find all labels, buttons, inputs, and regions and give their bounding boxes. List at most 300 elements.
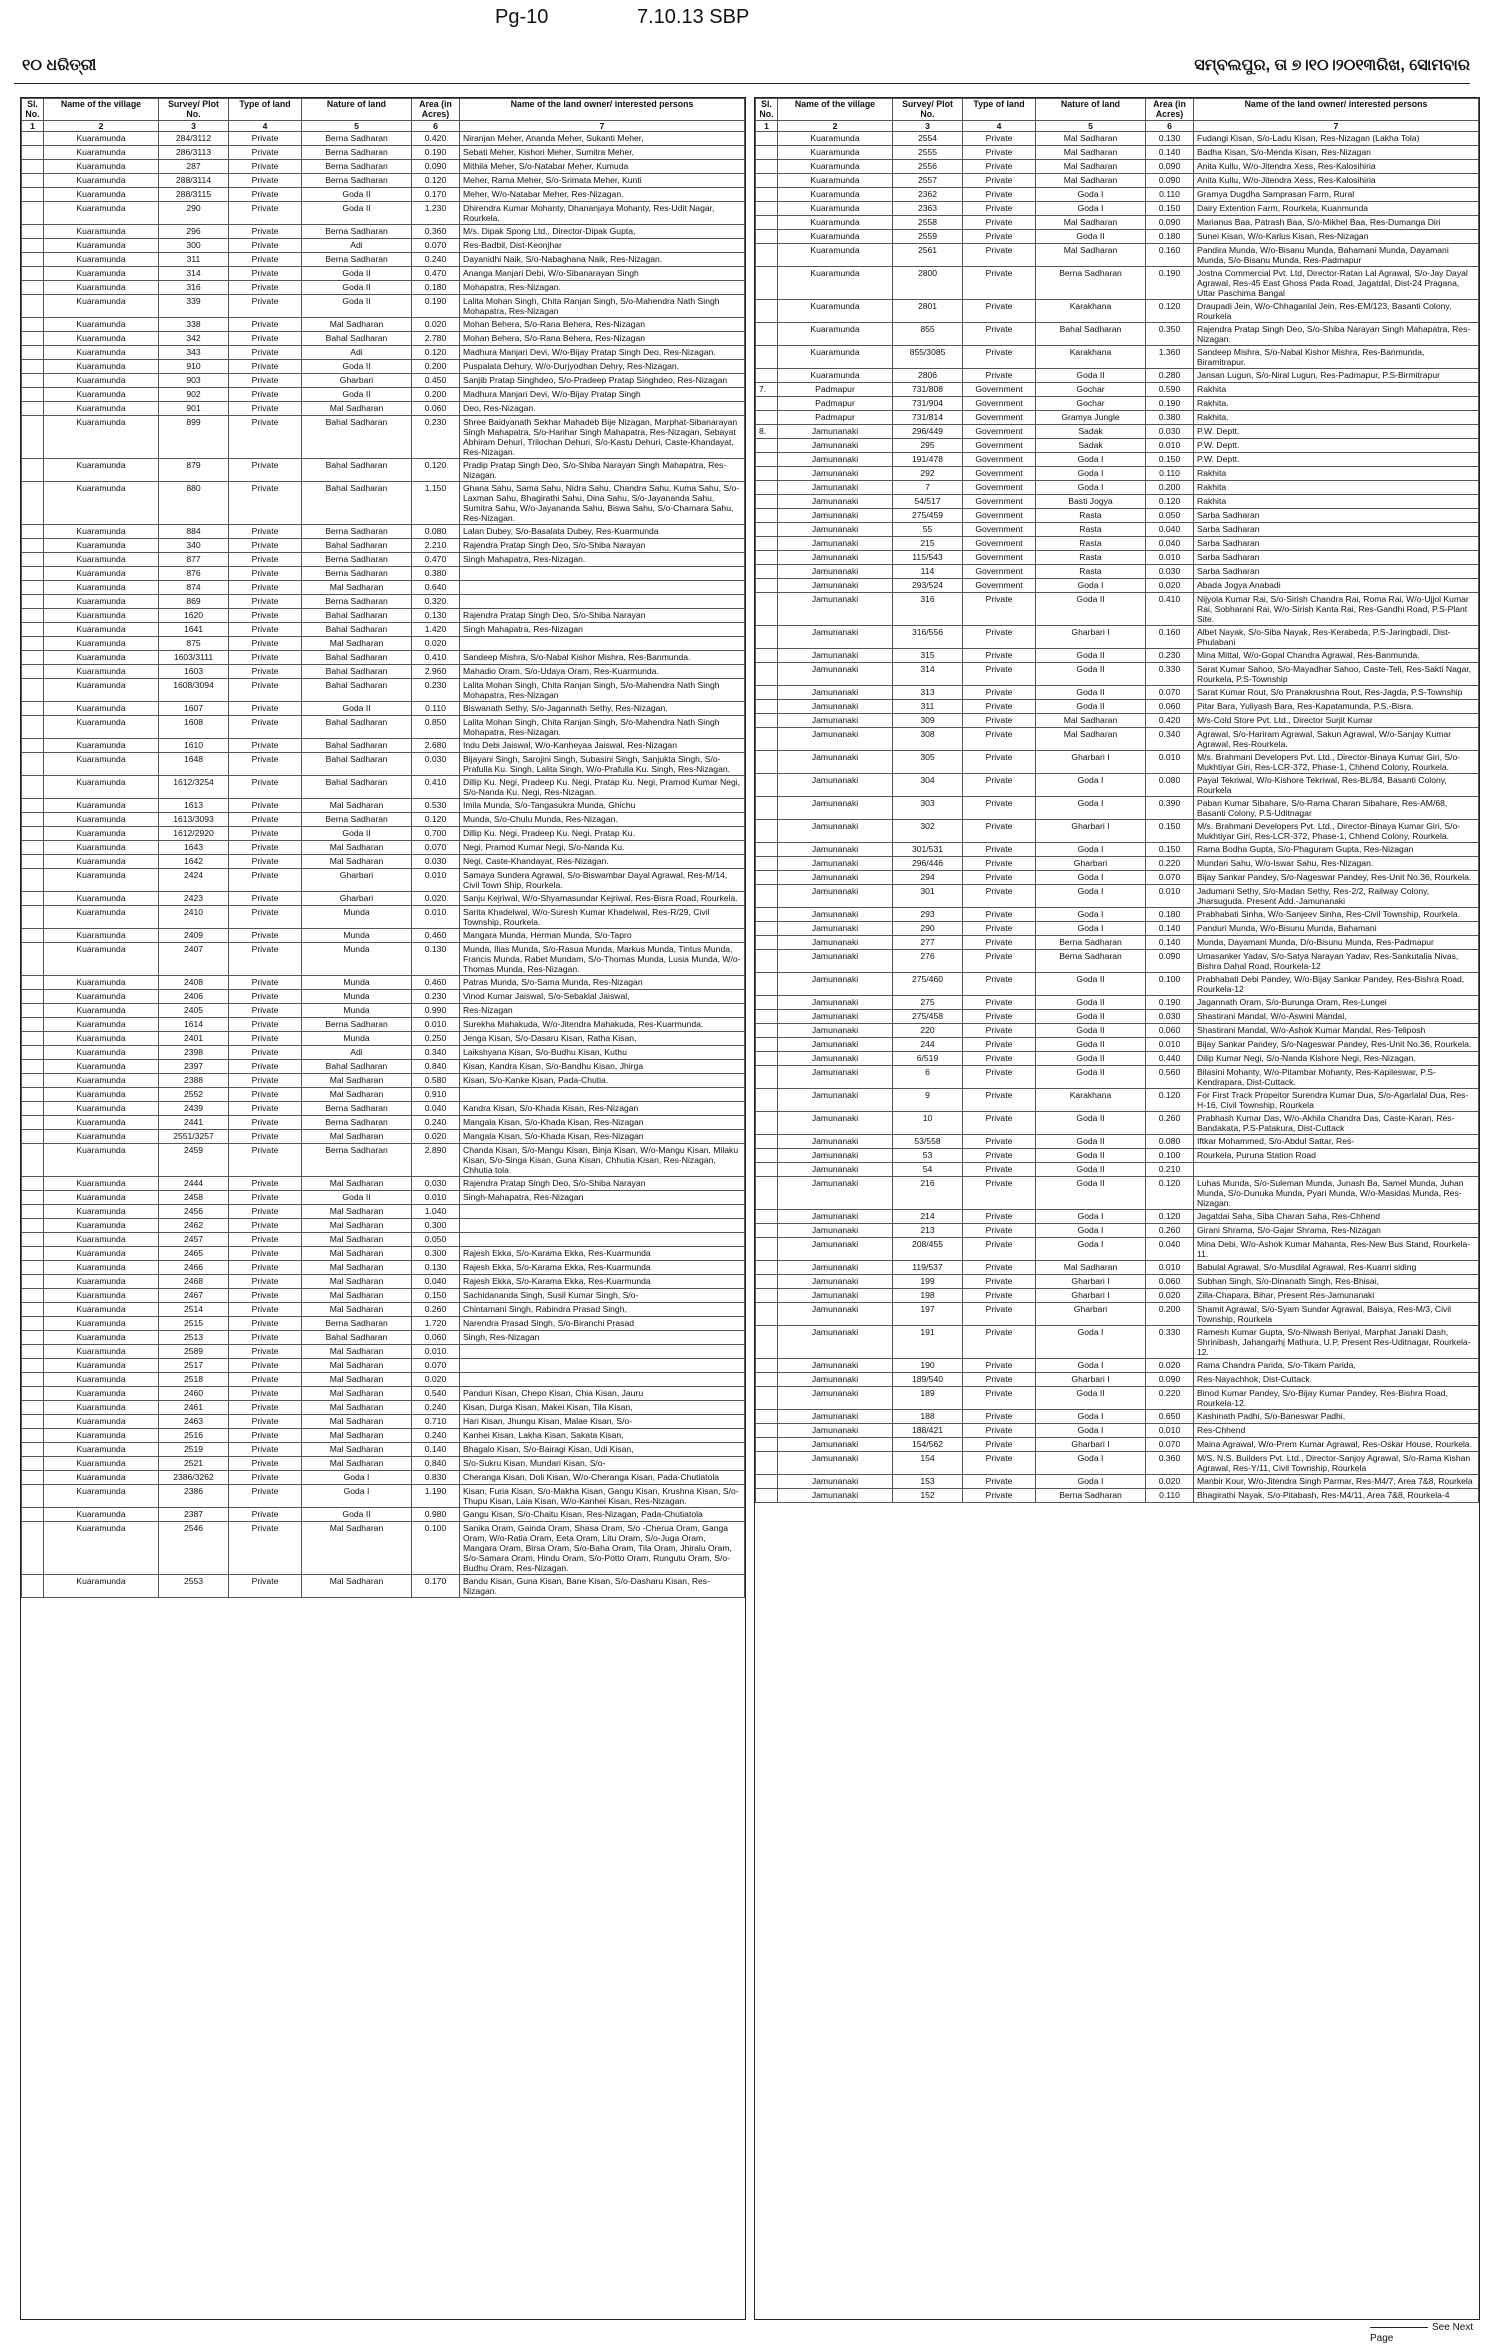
plot-no-cell: 2397 bbox=[159, 1060, 229, 1074]
plot-no-cell: 288/3115 bbox=[159, 188, 229, 202]
plot-no-cell: 197 bbox=[893, 1303, 963, 1326]
village-cell: Kuaramunda bbox=[44, 482, 159, 525]
land-type-cell: Private bbox=[963, 1163, 1036, 1177]
village-cell: Kuaramunda bbox=[44, 1116, 159, 1130]
land-nature-cell: Mal Sadharan bbox=[1036, 160, 1146, 174]
area-cell: 0.010 bbox=[1146, 751, 1194, 774]
land-nature-cell: Bahal Sadharan bbox=[302, 679, 412, 702]
table-row bbox=[22, 976, 745, 990]
area-cell: 0.020 bbox=[412, 318, 460, 332]
area-cell: 0.050 bbox=[1146, 509, 1194, 523]
land-type-cell: Private bbox=[963, 857, 1036, 871]
owner-cell: Umasanker Yadav, S/o-Satya Narayan Yadav, Res-Sankutalia Nivas, Bishra Dahal Road, Rourkela-12 bbox=[1194, 950, 1479, 973]
land-nature-cell: Mal Sadharan bbox=[302, 402, 412, 416]
plot-no-cell: 2546 bbox=[159, 1522, 229, 1575]
sl-no-cell bbox=[756, 843, 778, 857]
area-cell: 0.090 bbox=[1146, 950, 1194, 973]
sl-no-cell bbox=[756, 1052, 778, 1066]
village-cell: Kuaramunda bbox=[778, 323, 893, 346]
table-row bbox=[756, 1326, 1479, 1359]
table-row bbox=[756, 686, 1479, 700]
land-nature-cell: Goda I bbox=[1036, 1210, 1146, 1224]
left-land-table bbox=[21, 98, 745, 1598]
table-row bbox=[756, 843, 1479, 857]
land-type-cell: Private bbox=[229, 799, 302, 813]
area-cell: 0.160 bbox=[1146, 626, 1194, 649]
village-cell: Kuaramunda bbox=[44, 1387, 159, 1401]
table-row bbox=[756, 1089, 1479, 1112]
area-cell: 0.140 bbox=[1146, 936, 1194, 950]
plot-no-cell: 855/3085 bbox=[893, 346, 963, 369]
owner-cell: Shree Baidyanath Sekhar Mahadeb Bije Nizagan, Marphat-Sibanarayan Singh Mahapatra, S/o-Harihar Singh Mahapatra, Res-Nizagan, Sebayat Abhiram Dehuri, Trilochan Dehuri, S/o-Kastu Dehuri, Caste-Khandayat, Res-Nizagan. bbox=[460, 416, 745, 459]
village-cell: Jamunanaki bbox=[778, 700, 893, 714]
owner-cell bbox=[1194, 1163, 1479, 1177]
plot-no-cell: 879 bbox=[159, 459, 229, 482]
land-nature-cell: Rasta bbox=[1036, 537, 1146, 551]
table-row bbox=[756, 565, 1479, 579]
land-type-cell: Private bbox=[963, 1024, 1036, 1038]
owner-cell: Meher, Rama Meher, S/o-Srimata Meher, Kunti bbox=[460, 174, 745, 188]
sl-no-cell bbox=[22, 892, 44, 906]
plot-no-cell: 2388 bbox=[159, 1074, 229, 1088]
land-type-cell: Government bbox=[963, 509, 1036, 523]
sl-no-cell bbox=[756, 453, 778, 467]
land-nature-cell: Goda II bbox=[1036, 1010, 1146, 1024]
village-cell: Jamunanaki bbox=[778, 1135, 893, 1149]
land-nature-cell: Mal Sadharan bbox=[302, 1275, 412, 1289]
table-row bbox=[756, 300, 1479, 323]
land-nature-cell: Mal Sadharan bbox=[302, 1345, 412, 1359]
col-header: Survey/ Plot No. bbox=[893, 99, 963, 121]
plot-no-cell: 301/531 bbox=[893, 843, 963, 857]
col-header: Name of the village bbox=[778, 99, 893, 121]
plot-no-cell: 2457 bbox=[159, 1233, 229, 1247]
plot-no-cell: 876 bbox=[159, 567, 229, 581]
owner-cell: Girani Shrama, S/o-Gajar Shrama, Res-Nizagan bbox=[1194, 1224, 1479, 1238]
land-nature-cell: Sadak bbox=[1036, 439, 1146, 453]
sl-no-cell bbox=[22, 739, 44, 753]
area-cell: 0.090 bbox=[1146, 160, 1194, 174]
village-cell: Kuaramunda bbox=[44, 553, 159, 567]
table-row bbox=[22, 388, 745, 402]
table-row bbox=[756, 774, 1479, 797]
plot-no-cell: 1613 bbox=[159, 799, 229, 813]
land-type-cell: Private bbox=[229, 1401, 302, 1415]
table-row bbox=[756, 523, 1479, 537]
area-cell: 0.120 bbox=[412, 813, 460, 827]
area-cell: 0.070 bbox=[1146, 686, 1194, 700]
owner-cell: Ghana Sahu, Sama Sahu, Nidra Sahu, Chandra Sahu, Kuma Sahu, S/o-Laxman Sahu, Bhagirathi Sahu, Dina Sahu, S/o-Jayananda Sahu, Sumitra Sahu, W/o-Jayananda Sahu, Biswa Sahu, S/o-Chamara Sahu, Res-Nizagan. bbox=[460, 482, 745, 525]
land-type-cell: Government bbox=[963, 411, 1036, 425]
sl-no-cell bbox=[756, 267, 778, 300]
owner-cell: Zilla-Chapara, Bihar, Present Res-Jamunanaki bbox=[1194, 1289, 1479, 1303]
table-row bbox=[22, 1317, 745, 1331]
owner-cell: Fudangi Kisan, S/o-Ladu Kisan, Res-Nizagan (Lakha Tola) bbox=[1194, 132, 1479, 146]
owner-cell: Jadumani Sethy, S/o-Madan Sethy, Res-2/2, Railway Colony, Jharsuguda. Present Add.-Jamunanaki bbox=[1194, 885, 1479, 908]
table-row bbox=[756, 1373, 1479, 1387]
village-cell: Jamunanaki bbox=[778, 1261, 893, 1275]
plot-no-cell: 53 bbox=[893, 1149, 963, 1163]
area-cell: 0.380 bbox=[1146, 411, 1194, 425]
village-cell: Kuaramunda bbox=[44, 1004, 159, 1018]
col-number: 1 bbox=[22, 121, 44, 132]
table-row bbox=[22, 1130, 745, 1144]
table-row bbox=[756, 950, 1479, 973]
plot-no-cell: 1610 bbox=[159, 739, 229, 753]
area-cell: 0.450 bbox=[412, 374, 460, 388]
land-type-cell: Private bbox=[963, 996, 1036, 1010]
owner-cell: Madhura Manjari Devi, W/o-Bijay Pratap Singh Deo, Res-Nizagan. bbox=[460, 346, 745, 360]
sl-no-cell bbox=[22, 976, 44, 990]
land-type-cell: Private bbox=[963, 820, 1036, 843]
table-row bbox=[756, 1410, 1479, 1424]
village-cell: Kuaramunda bbox=[44, 1205, 159, 1219]
plot-no-cell: 2553 bbox=[159, 1575, 229, 1598]
owner-cell: Negi, Caste-Khandayat, Res-Nizagan. bbox=[460, 855, 745, 869]
area-cell: 0.100 bbox=[1146, 1149, 1194, 1163]
header-rule bbox=[14, 83, 1470, 84]
owner-cell bbox=[460, 567, 745, 581]
area-cell: 0.150 bbox=[1146, 843, 1194, 857]
sl-no-cell bbox=[22, 651, 44, 665]
owner-cell bbox=[460, 581, 745, 595]
sl-no-cell bbox=[756, 160, 778, 174]
table-row bbox=[756, 1024, 1479, 1038]
land-nature-cell: Goda I bbox=[1036, 1452, 1146, 1475]
owner-cell: Dairy Extention Farm, Rourkela, Kuanmunda bbox=[1194, 202, 1479, 216]
village-cell: Jamunanaki bbox=[778, 467, 893, 481]
sl-no-cell bbox=[756, 565, 778, 579]
area-cell: 0.850 bbox=[412, 716, 460, 739]
table-row bbox=[22, 1046, 745, 1060]
owner-cell: Gramya Dugdha Samprasan Farm, Rural bbox=[1194, 188, 1479, 202]
village-cell: Jamunanaki bbox=[778, 751, 893, 774]
owner-cell: Sarba Sadharan bbox=[1194, 509, 1479, 523]
plot-no-cell: 295 bbox=[893, 439, 963, 453]
table-row bbox=[756, 369, 1479, 383]
village-cell: Kuaramunda bbox=[44, 1401, 159, 1415]
land-nature-cell: Goda II bbox=[1036, 700, 1146, 714]
sl-no-cell bbox=[756, 397, 778, 411]
land-nature-cell: Berna Sadharan bbox=[1036, 1489, 1146, 1503]
table-row bbox=[756, 216, 1479, 230]
plot-no-cell: 1642 bbox=[159, 855, 229, 869]
plot-no-cell: 311 bbox=[893, 700, 963, 714]
sl-no-cell bbox=[756, 973, 778, 996]
plot-no-cell: 2519 bbox=[159, 1443, 229, 1457]
land-type-cell: Private bbox=[963, 1066, 1036, 1089]
owner-cell: Panduri Kisan, Chepo Kisan, Chia Kisan, Jauru bbox=[460, 1387, 745, 1401]
table-row bbox=[22, 1485, 745, 1508]
owner-cell: Anita Kullu, W/o-Jitendra Xess, Res-Kalosihiria bbox=[1194, 174, 1479, 188]
sl-no-cell bbox=[22, 1102, 44, 1116]
village-cell: Kuaramunda bbox=[44, 1359, 159, 1373]
plot-no-cell: 2555 bbox=[893, 146, 963, 160]
land-type-cell: Private bbox=[229, 1177, 302, 1191]
sl-no-cell bbox=[22, 553, 44, 567]
village-cell: Jamunanaki bbox=[778, 996, 893, 1010]
land-type-cell: Private bbox=[963, 1410, 1036, 1424]
table-row bbox=[22, 990, 745, 1004]
owner-cell bbox=[460, 1219, 745, 1233]
see-next-page-text: See Next Page bbox=[1370, 2322, 1474, 2344]
plot-no-cell: 1607 bbox=[159, 702, 229, 716]
table-row bbox=[22, 679, 745, 702]
area-cell: 0.080 bbox=[412, 525, 460, 539]
owner-cell: P.W. Deptt. bbox=[1194, 425, 1479, 439]
land-type-cell: Private bbox=[229, 623, 302, 637]
plot-no-cell: 343 bbox=[159, 346, 229, 360]
owner-cell: Panduri Munda, W/o-Bisunu Munda, Bahamani bbox=[1194, 922, 1479, 936]
table-row bbox=[22, 1331, 745, 1345]
area-cell: 0.130 bbox=[412, 609, 460, 623]
plot-no-cell: 2463 bbox=[159, 1415, 229, 1429]
area-cell: 0.840 bbox=[412, 1457, 460, 1471]
plot-no-cell: 2444 bbox=[159, 1177, 229, 1191]
sl-no-cell bbox=[22, 869, 44, 892]
land-nature-cell: Goda II bbox=[1036, 1066, 1146, 1089]
land-nature-cell: Rasta bbox=[1036, 565, 1146, 579]
sl-no-cell bbox=[756, 700, 778, 714]
table-row bbox=[756, 146, 1479, 160]
sl-no-cell bbox=[22, 1373, 44, 1387]
owner-cell: Sanika Oram, Gainda Oram, Shasa Oram, S/o -Cherua Oram, Ganga Oram, W/o-Ratia Oram, Eeta Oram, Litu Oram, S/o-Juga Oram, Mangara Oram, Birsa Oram, S/o-Baha Oram, Tila Oram, Jhiralu Oram, S/o-Samara Oram, Hindu Oram, S/o-Potto Oram, Rungutu Oram, S/o-Budhu Oram, Res-Nizagan. bbox=[460, 1522, 745, 1575]
area-cell: 0.300 bbox=[412, 1247, 460, 1261]
sl-no-cell bbox=[756, 686, 778, 700]
village-cell: Jamunanaki bbox=[778, 523, 893, 537]
table-row bbox=[22, 1074, 745, 1088]
village-cell: Kuaramunda bbox=[44, 623, 159, 637]
land-nature-cell: Goda I bbox=[1036, 885, 1146, 908]
table-row bbox=[22, 1289, 745, 1303]
land-nature-cell: Mal Sadharan bbox=[302, 1289, 412, 1303]
land-type-cell: Private bbox=[963, 1452, 1036, 1475]
sl-no-cell bbox=[22, 318, 44, 332]
land-type-cell: Private bbox=[229, 1088, 302, 1102]
owner-cell: For First Track Propeitor Surendra Kumar Dua, S/o-Agarlalal Dua, Res-H-16, Civil Township, Rourkela bbox=[1194, 1089, 1479, 1112]
table-row bbox=[22, 1522, 745, 1575]
table-row bbox=[22, 869, 745, 892]
sl-no-cell bbox=[756, 593, 778, 626]
land-nature-cell: Berna Sadharan bbox=[1036, 936, 1146, 950]
sl-no-cell bbox=[22, 281, 44, 295]
sl-no-cell bbox=[756, 774, 778, 797]
land-nature-cell: Berna Sadharan bbox=[302, 225, 412, 239]
land-type-cell: Private bbox=[963, 626, 1036, 649]
village-cell: Jamunanaki bbox=[778, 774, 893, 797]
owner-cell: Kisan, Durga Kisan, Makei Kisan, Tila Kisan, bbox=[460, 1401, 745, 1415]
village-cell: Kuaramunda bbox=[44, 1130, 159, 1144]
sl-no-cell bbox=[22, 637, 44, 651]
table-row bbox=[756, 160, 1479, 174]
village-cell: Kuaramunda bbox=[44, 295, 159, 318]
land-type-cell: Private bbox=[229, 239, 302, 253]
village-cell: Jamunanaki bbox=[778, 439, 893, 453]
land-type-cell: Private bbox=[229, 943, 302, 976]
table-row bbox=[22, 346, 745, 360]
area-cell: 0.990 bbox=[412, 1004, 460, 1018]
table-row bbox=[756, 1163, 1479, 1177]
village-cell: Kuaramunda bbox=[44, 332, 159, 346]
plot-no-cell: 215 bbox=[893, 537, 963, 551]
continuation-rule bbox=[1370, 2327, 1428, 2328]
village-cell: Kuaramunda bbox=[44, 253, 159, 267]
table-row bbox=[756, 936, 1479, 950]
plot-no-cell: 275/459 bbox=[893, 509, 963, 523]
land-nature-cell: Mal Sadharan bbox=[1036, 146, 1146, 160]
owner-cell: Indu Debi Jaiswal, W/o-Kanheyaa Jaiswal, Res-Nizagan bbox=[460, 739, 745, 753]
land-type-cell: Private bbox=[963, 1038, 1036, 1052]
area-cell: 0.120 bbox=[412, 346, 460, 360]
plot-no-cell: 1613/3093 bbox=[159, 813, 229, 827]
col-header: Name of the land owner/ interested persons bbox=[460, 99, 745, 121]
plot-no-cell: 874 bbox=[159, 581, 229, 595]
plot-no-cell: 1648 bbox=[159, 753, 229, 776]
land-type-cell: Private bbox=[963, 936, 1036, 950]
area-cell: 0.010 bbox=[412, 1018, 460, 1032]
table-row bbox=[22, 416, 745, 459]
land-type-cell: Private bbox=[963, 1177, 1036, 1210]
table-row bbox=[756, 700, 1479, 714]
land-nature-cell: Goda I bbox=[1036, 922, 1146, 936]
owner-cell: Munda, Dayamani Munda, D/o-Bisunu Munda, Res-Padmapur bbox=[1194, 936, 1479, 950]
plot-no-cell: 2551/3257 bbox=[159, 1130, 229, 1144]
area-cell: 0.840 bbox=[412, 1060, 460, 1074]
land-nature-cell: Gharbari I bbox=[1036, 1275, 1146, 1289]
plot-no-cell: 244 bbox=[893, 1038, 963, 1052]
owner-cell: Prabhabati Sinha, W/o-Sanjeev Sinha, Res-Civil Township, Rourkela. bbox=[1194, 908, 1479, 922]
sl-no-cell bbox=[22, 1471, 44, 1485]
land-type-cell: Government bbox=[963, 565, 1036, 579]
area-cell: 0.540 bbox=[412, 1387, 460, 1401]
sl-no-cell bbox=[756, 1224, 778, 1238]
sl-no-cell bbox=[22, 1261, 44, 1275]
land-nature-cell: Mal Sadharan bbox=[302, 1303, 412, 1317]
land-type-cell: Government bbox=[963, 453, 1036, 467]
land-type-cell: Private bbox=[229, 1415, 302, 1429]
area-cell: 0.120 bbox=[412, 174, 460, 188]
area-cell: 0.150 bbox=[1146, 202, 1194, 216]
owner-cell: Maina Agrawal, W/o-Prem Kumar Agrawal, Res-Oskar House, Rourkela. bbox=[1194, 1438, 1479, 1452]
area-cell: 0.060 bbox=[412, 1331, 460, 1345]
owner-cell: Puspalata Dehury, W/o-Durjyodhan Dehry, Res-Nizagan. bbox=[460, 360, 745, 374]
land-nature-cell: Mal Sadharan bbox=[302, 855, 412, 869]
area-cell: 0.120 bbox=[1146, 1210, 1194, 1224]
village-cell: Kuaramunda bbox=[44, 1373, 159, 1387]
land-nature-cell: Bahal Sadharan bbox=[302, 1331, 412, 1345]
plot-no-cell: 6/519 bbox=[893, 1052, 963, 1066]
land-type-cell: Private bbox=[963, 797, 1036, 820]
area-cell: 0.040 bbox=[1146, 537, 1194, 551]
area-cell: 0.170 bbox=[412, 1575, 460, 1598]
land-nature-cell: Mal Sadharan bbox=[1036, 216, 1146, 230]
land-type-cell: Private bbox=[229, 295, 302, 318]
plot-no-cell: 1612/2920 bbox=[159, 827, 229, 841]
sl-no-cell bbox=[756, 1038, 778, 1052]
sl-no-cell bbox=[22, 581, 44, 595]
plot-no-cell: 2514 bbox=[159, 1303, 229, 1317]
plot-no-cell: 2386/3262 bbox=[159, 1471, 229, 1485]
plot-no-cell: 1608 bbox=[159, 716, 229, 739]
table-row bbox=[756, 1238, 1479, 1261]
village-cell: Jamunanaki bbox=[778, 1275, 893, 1289]
plot-no-cell: 899 bbox=[159, 416, 229, 459]
dateline: ସମ୍ବଲପୁର, ତା ୭।୧୦।୨୦୧୩ରିଖ, ସୋମବାର bbox=[1194, 57, 1470, 74]
land-nature-cell: Mal Sadharan bbox=[1036, 714, 1146, 728]
village-cell: Jamunanaki bbox=[778, 1112, 893, 1135]
plot-no-cell: 315 bbox=[893, 649, 963, 663]
plot-no-cell: 2554 bbox=[893, 132, 963, 146]
owner-cell: Abada Jogya Anabadi bbox=[1194, 579, 1479, 593]
sl-no-cell bbox=[22, 1443, 44, 1457]
plot-no-cell: 2561 bbox=[893, 244, 963, 267]
land-type-cell: Government bbox=[963, 397, 1036, 411]
plot-no-cell: 2424 bbox=[159, 869, 229, 892]
land-nature-cell: Mal Sadharan bbox=[302, 318, 412, 332]
village-cell: Jamunanaki bbox=[778, 1373, 893, 1387]
land-nature-cell: Gharbari bbox=[1036, 1303, 1146, 1326]
owner-cell: Meher, W/o-Natabar Meher, Res-Nizagan. bbox=[460, 188, 745, 202]
land-nature-cell: Bahal Sadharan bbox=[302, 623, 412, 637]
land-type-cell: Private bbox=[963, 950, 1036, 973]
sl-no-cell bbox=[22, 1116, 44, 1130]
land-type-cell: Private bbox=[229, 1219, 302, 1233]
owner-cell: Sachidananda Singh, Susil Kumar Singh, S/o- bbox=[460, 1289, 745, 1303]
land-nature-cell: Mal Sadharan bbox=[302, 1359, 412, 1373]
owner-cell: Rajesh Ekka, S/o-Karama Ekka, Res-Kuarmunda bbox=[460, 1275, 745, 1289]
village-cell: Kuaramunda bbox=[44, 539, 159, 553]
land-nature-cell: Gharbari bbox=[302, 374, 412, 388]
area-cell: 0.020 bbox=[412, 892, 460, 906]
owner-cell: Rajendra Pratap Singh Deo, S/o-Shiba Narayan bbox=[460, 609, 745, 623]
village-cell: Kuaramunda bbox=[44, 1233, 159, 1247]
owner-cell: Munda, S/o-Chulu Munda, Res-Nizagan. bbox=[460, 813, 745, 827]
village-cell: Padmapur bbox=[778, 411, 893, 425]
sl-no-cell bbox=[22, 1359, 44, 1373]
land-type-cell: Private bbox=[963, 160, 1036, 174]
village-cell: Padmapur bbox=[778, 397, 893, 411]
area-cell: 0.200 bbox=[1146, 1303, 1194, 1326]
village-cell: Kuaramunda bbox=[44, 1247, 159, 1261]
land-type-cell: Private bbox=[229, 253, 302, 267]
owner-cell: Pandira Munda, W/o-Bisanu Munda, Bahamani Munda, Dayamani Munda, S/o-Bisanu Munda, Res-Padmapur bbox=[1194, 244, 1479, 267]
land-type-cell: Private bbox=[229, 132, 302, 146]
area-cell: 0.010 bbox=[1146, 1038, 1194, 1052]
plot-no-cell: 294 bbox=[893, 871, 963, 885]
land-nature-cell: Bahal Sadharan bbox=[1036, 323, 1146, 346]
village-cell: Kuaramunda bbox=[44, 929, 159, 943]
sl-no-cell bbox=[756, 1387, 778, 1410]
area-cell: 0.090 bbox=[412, 160, 460, 174]
owner-cell: Mohan Behera, S/o-Rana Behera, Res-Nizagan bbox=[460, 318, 745, 332]
table-row bbox=[756, 1224, 1479, 1238]
land-nature-cell: Bahal Sadharan bbox=[302, 716, 412, 739]
area-cell: 0.040 bbox=[1146, 523, 1194, 537]
owner-cell: Shastirani Mandal, W/o-Ashok Kumar Mandal, Res-Teliposh bbox=[1194, 1024, 1479, 1038]
owner-cell: Singh-Mahapatra, Res-Nizagan bbox=[460, 1191, 745, 1205]
owner-cell: Gangu Kisan, S/o-Chaitu Kisan, Res-Nizagan, Pada-Chutiatola bbox=[460, 1508, 745, 1522]
sl-no-cell bbox=[22, 1457, 44, 1471]
sl-no-cell bbox=[756, 1489, 778, 1503]
sl-no-cell bbox=[22, 416, 44, 459]
owner-cell: Nijyola Kumar Rai, S/o-Sirish Chandra Rai, Roma Rai, W/o-Ujjol Kumar Rai, Sobharani Rai, W/o-Sirish Kanta Rai, Res-Gandhi Road, P.S-Plant Site. bbox=[1194, 593, 1479, 626]
area-cell: 0.190 bbox=[1146, 267, 1194, 300]
plot-no-cell: 338 bbox=[159, 318, 229, 332]
sl-no-cell bbox=[756, 369, 778, 383]
table-row bbox=[22, 1471, 745, 1485]
land-type-cell: Private bbox=[229, 813, 302, 827]
land-nature-cell: Munda bbox=[302, 976, 412, 990]
